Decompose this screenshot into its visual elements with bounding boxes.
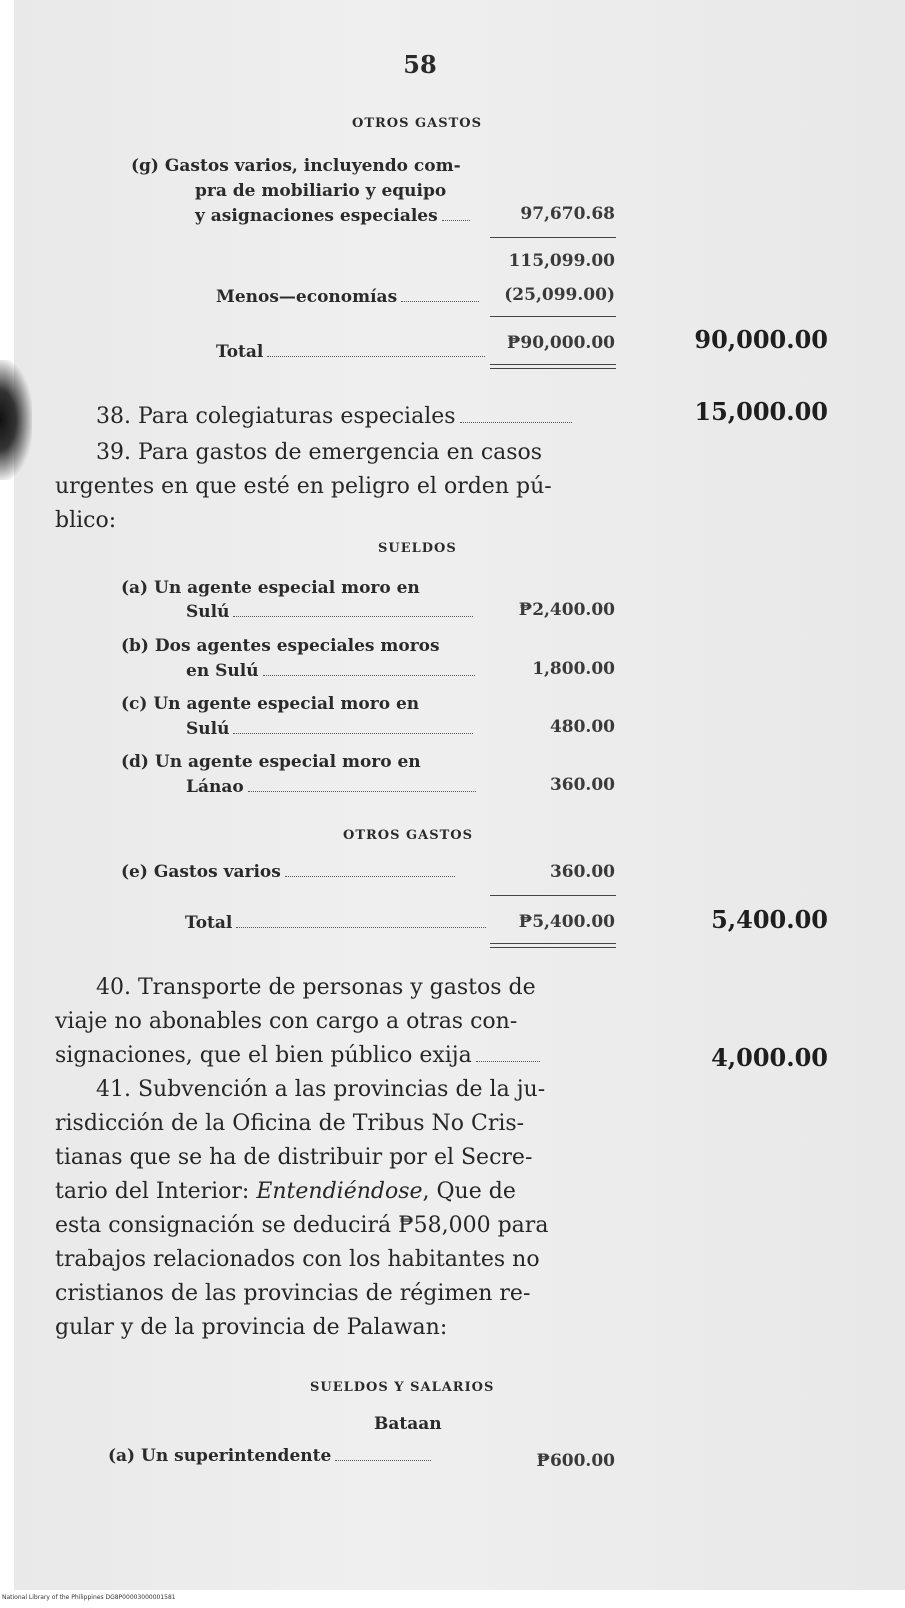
item-39d-line1: (d) Un agente especial moro en [121, 752, 421, 772]
item-39e-amount: 360.00 [549, 862, 615, 882]
scan-footer: National Library of the Philippines DG8P00003000001581 [2, 1594, 176, 1601]
item-41-line1: 41. Subvención a las provincias de la ju- [96, 1077, 546, 1102]
item-41a-amount: ₱600.00 [536, 1451, 615, 1471]
item-39-total-label: Total [185, 913, 486, 933]
rule [490, 316, 616, 317]
item-39a-line1: (a) Un agente especial moro en [121, 578, 420, 598]
heading-sueldos-y-salarios: SUELDOS Y SALARIOS [310, 1380, 495, 1395]
item-39-line3: blico: [55, 508, 117, 533]
item-39a-amount: ₱2,400.00 [518, 600, 615, 620]
item-39-line1: 39. Para gastos de emergencia en casos [96, 440, 543, 465]
item-41-line7: cristianos de las provincias de régimen re- [55, 1281, 531, 1306]
item-41-line2: risdicción de la Oficina de Tribus No Cris- [55, 1111, 525, 1136]
heading-sueldos: SUELDOS [378, 541, 457, 556]
item-41-line5: esta consignación se deducirá ₱58,000 para [55, 1213, 549, 1238]
item-39-total-amount: ₱5,400.00 [518, 912, 615, 932]
item-41-line8: gular y de la provincia de Palawan: [55, 1315, 448, 1340]
heading-otros-gastos-2: OTROS GASTOS [343, 828, 474, 843]
rule [490, 237, 616, 238]
item-g-amount: 97,670.68 [520, 204, 615, 224]
item-39c-amount: 480.00 [549, 717, 615, 737]
less-amount: (25,099.00) [504, 285, 615, 305]
rule [490, 895, 616, 896]
item-39b-line1: (b) Dos agentes especiales moros [121, 636, 440, 656]
subtotal-amount: 115,099.00 [508, 251, 615, 271]
right-amount-15000: 15,000.00 [694, 397, 828, 426]
item-g-line3: y asignaciones especiales [195, 206, 470, 226]
item-39d-amount: 360.00 [549, 775, 615, 795]
item-39b-amount: 1,800.00 [532, 659, 615, 679]
item-g-line2: pra de mobiliario y equipo [195, 181, 447, 201]
item-41a-line: (a) Un superintendente [108, 1446, 431, 1466]
item-41-line6: trabajos relacionados con los habitantes no [55, 1247, 540, 1272]
total-amount: ₱90,000.00 [506, 333, 615, 353]
item-39d-line2: Lánao [186, 777, 476, 797]
item-40-line3: signaciones, que el bien público exija [55, 1041, 540, 1071]
section-heading-otros-gastos: OTROS GASTOS [352, 116, 483, 131]
item-39a-line2: Sulú [186, 602, 473, 622]
right-amount-90000: 90,000.00 [694, 325, 828, 354]
item-g-line1: (g) Gastos varios, incluyendo com- [131, 156, 461, 176]
total-label: Total [216, 342, 485, 362]
item-41-line4: tario del Interior: Entendiéndose, Que de [55, 1179, 516, 1204]
double-rule [490, 943, 616, 948]
item-39-line2: urgentes en que esté en peligro el orden pú- [55, 474, 552, 499]
less-label: Menos—economías [216, 287, 479, 307]
item-41-line3: tianas que se ha de distribuir por el Secre- [55, 1145, 533, 1170]
item-39b-line2: en Sulú [186, 661, 475, 681]
item-38: 38. Para colegiaturas especiales [96, 402, 572, 432]
item-40-line2: viaje no abonables con cargo a otras con- [55, 1009, 518, 1034]
double-rule [490, 364, 616, 369]
subheading-bataan: Bataan [374, 1414, 442, 1434]
item-39c-line1: (c) Un agente especial moro en [121, 694, 420, 714]
binding-shadow [0, 360, 32, 480]
item-39c-line2: Sulú [186, 719, 473, 739]
page-number: 58 [403, 50, 437, 79]
item-40-line1: 40. Transporte de personas y gastos de [96, 975, 536, 1000]
right-amount-5400: 5,400.00 [711, 905, 828, 934]
item-39e-line: (e) Gastos varios [121, 862, 455, 882]
right-amount-4000: 4,000.00 [711, 1043, 828, 1072]
